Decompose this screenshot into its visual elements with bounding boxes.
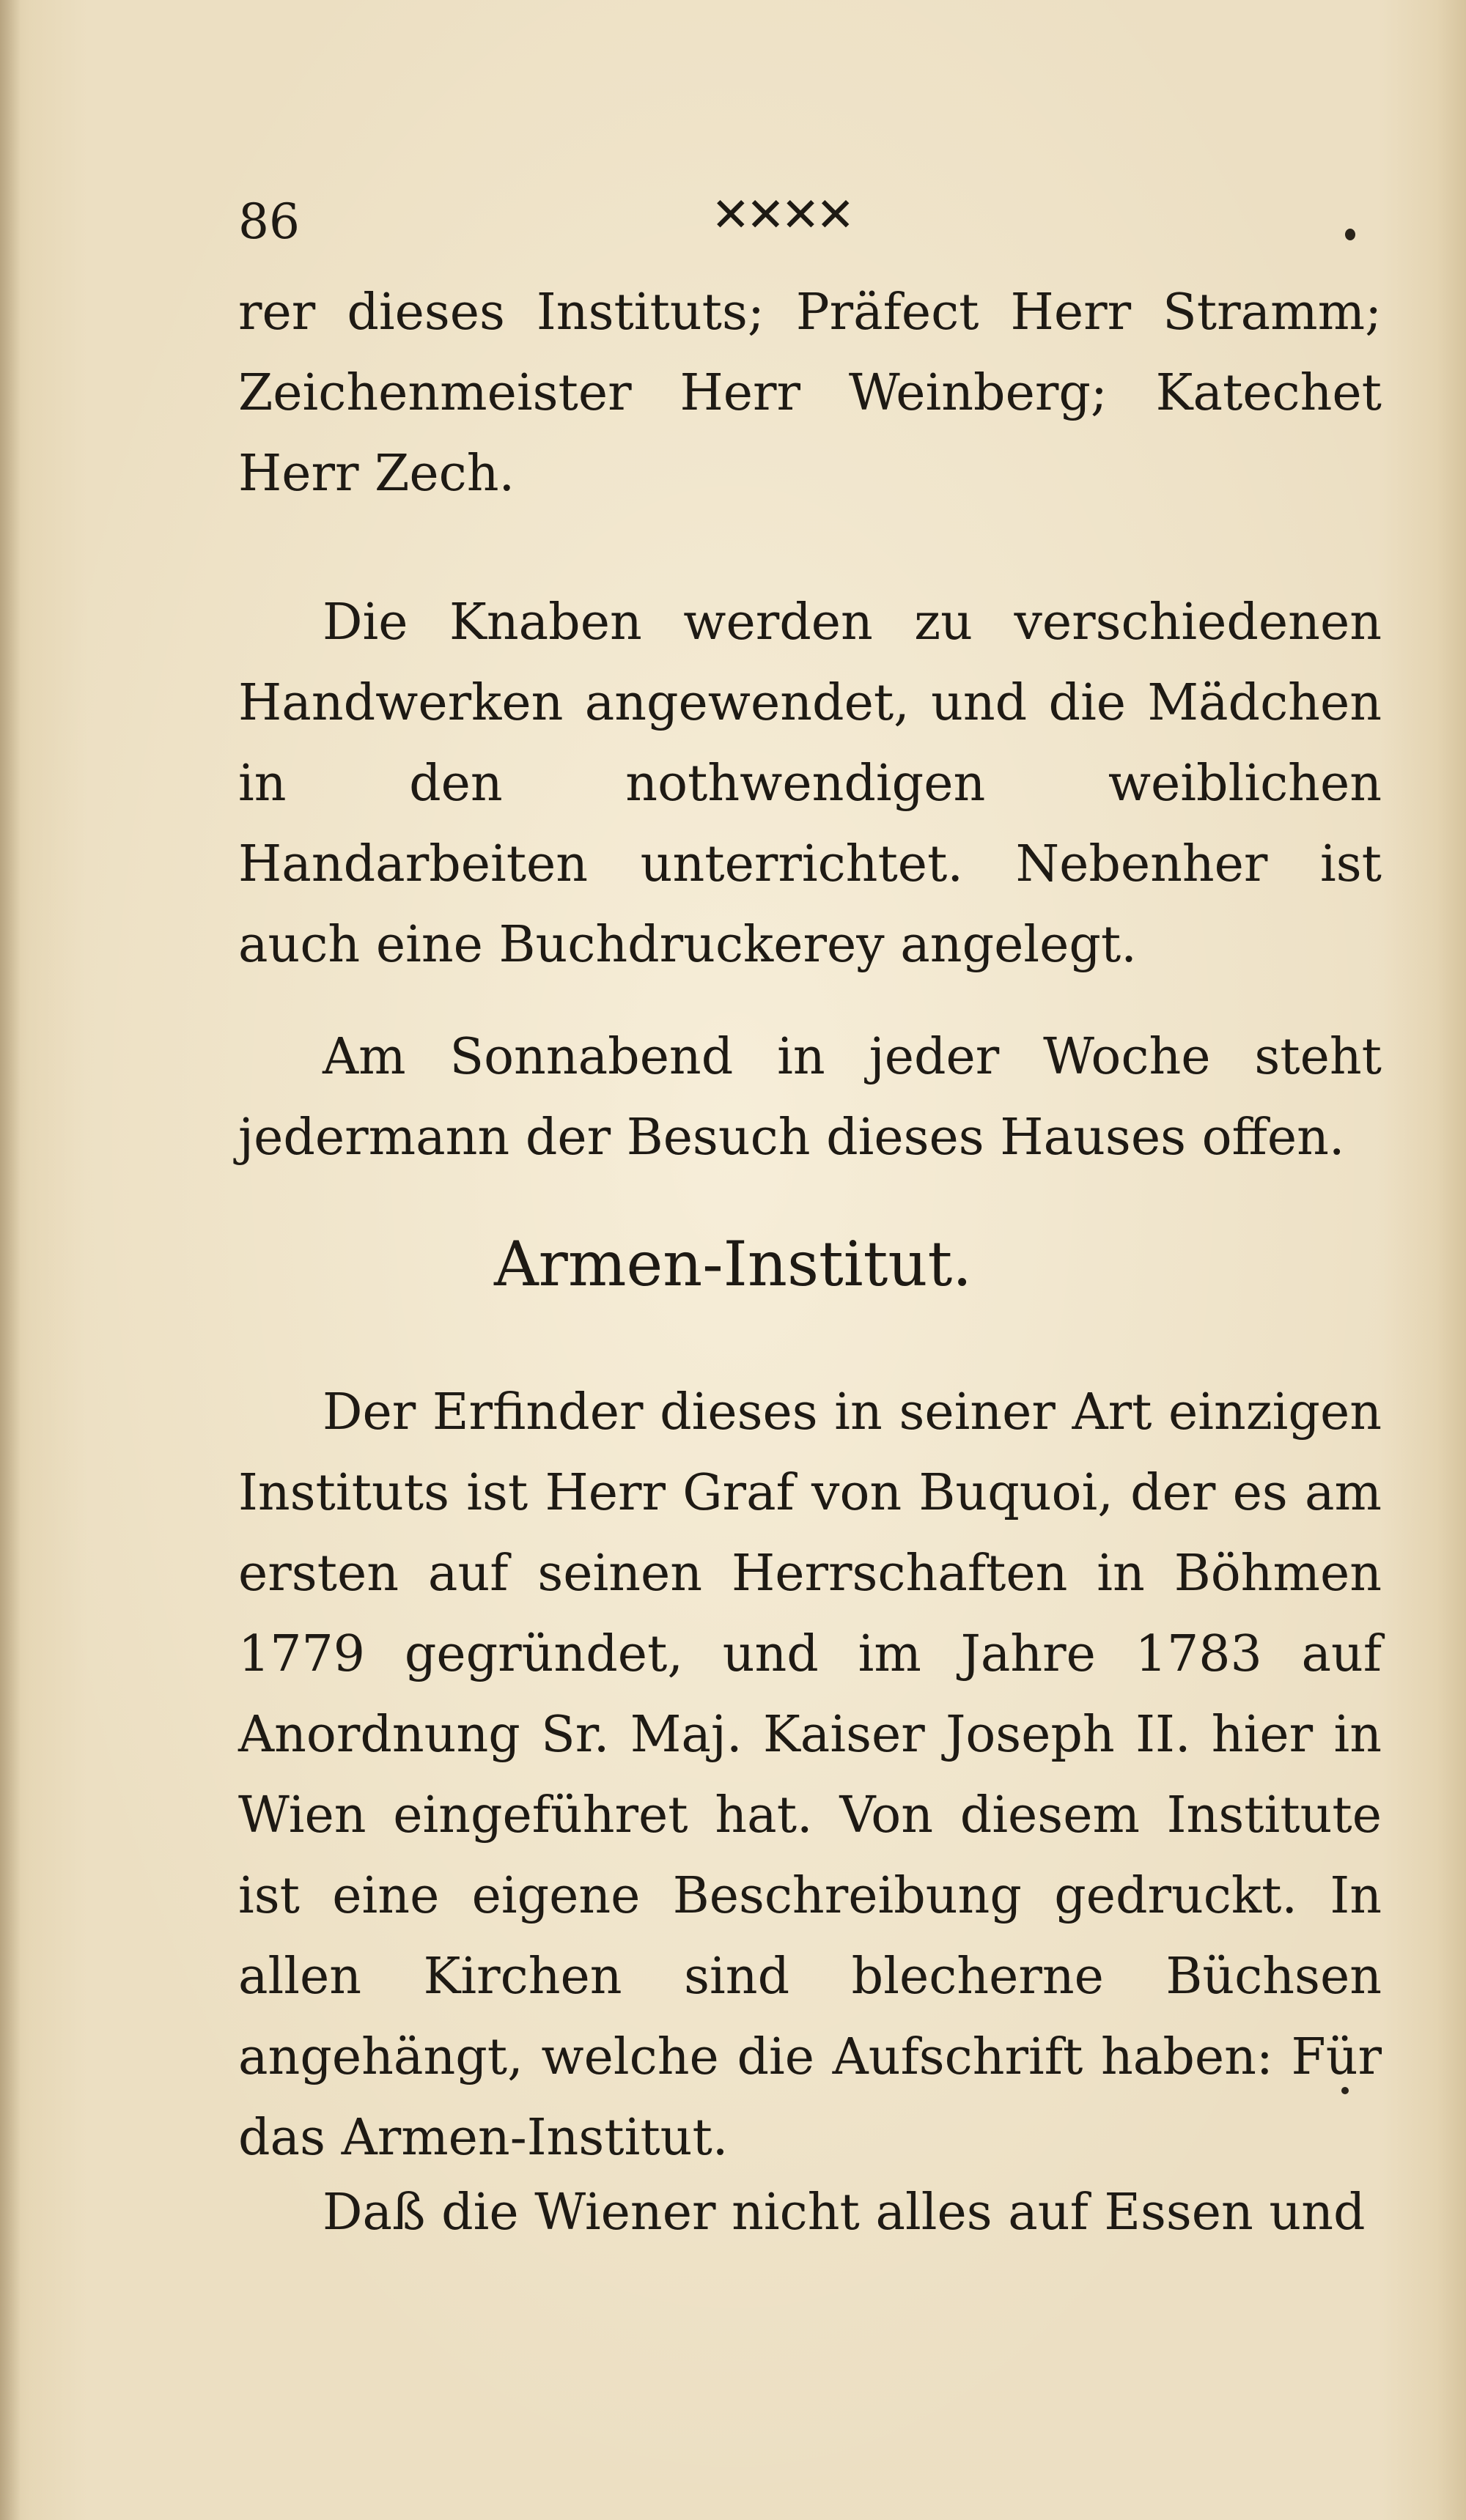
ink-speck (1345, 229, 1355, 240)
paragraph-continuation: rer dieses Instituts; Präfect Herr Stramm; Zeichenmeister Herr Weinberg; Katechet Herr Zech. (238, 284, 1382, 503)
page-number: 86 (238, 193, 300, 250)
paragraph-trailing: Daß die Wiener nicht alles auf Essen und (323, 2184, 1366, 2242)
header-ornament: ✕✕✕✕ (711, 188, 851, 243)
paragraph-visiting-day: Am Sonnabend in jeder Woche steht jedermann der Besuch dieses Hauses offen. (238, 1028, 1382, 1167)
paragraph-crafts: Die Knaben werden zu verschiedenen Handwerken angewendet, und die Mädchen in den nothwendigen weiblichen Handarbeiten unterrichtet. Nebenher ist auch eine Buchdruckerey angelegt. (238, 594, 1382, 974)
section-heading: Armen-Institut. (494, 1228, 972, 1300)
paragraph-poor-institute: Der Erfinder dieses in seiner Art einzigen Instituts ist Herr Graf von Buquoi, der es am ersten auf seinen Herrschaften in Böhmen 1779 gegründet, und im Jahre 1783 auf Anordnung Sr. Maj. Kaiser Joseph II. hier in Wien eingeführet hat. Von diesem Institute ist eine eigene Beschreibung gedruckt. In allen Kirchen sind blecherne Büchsen angehängt, welche die Aufschrift haben: Für das Armen-Institut. (238, 1383, 1382, 2167)
